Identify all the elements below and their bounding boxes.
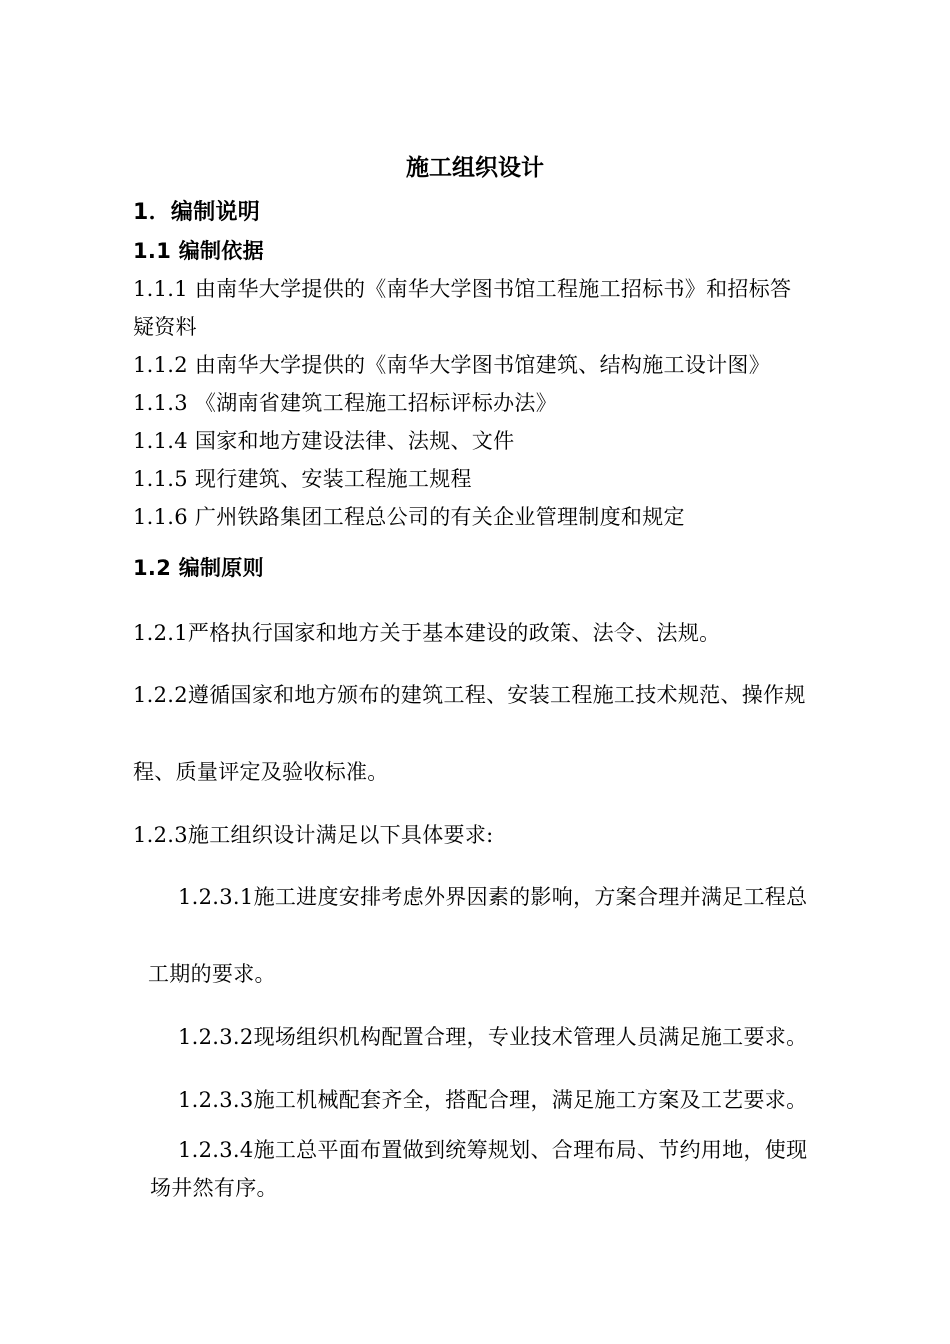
paragraph-1-1-1: 1.1.1 由南华大学提供的《南华大学图书馆工程施工招标书》和招标答 [133,277,792,301]
paragraph-1-1-3: 1.1.3 《湖南省建筑工程施工招标评标办法》 [133,391,558,415]
paragraph-1-2-3-2: 1.2.3.2现场组织机构配置合理，专业技术管理人员满足施工要求。 [178,1025,808,1049]
paragraph-1-2-2: 1.2.2遵循国家和地方颁布的建筑工程、安装工程施工技术规范、操作规 [133,683,806,707]
paragraph-1-2-3-3: 1.2.3.3施工机械配套齐全，搭配合理，满足施工方案及工艺要求。 [178,1088,808,1112]
paragraph-1-1-2: 1.1.2 由南华大学提供的《南华大学图书馆建筑、结构施工设计图》 [133,353,771,377]
paragraph-1-1-4: 1.1.4 国家和地方建设法律、法规、文件 [133,429,515,453]
paragraph-1-2-2-cont: 程、质量评定及验收标准。 [133,760,389,784]
heading-1-1: 1.1 编制依据 [133,239,264,263]
document-title: 施工组织设计 [406,155,544,181]
paragraph-1-2-3-1: 1.2.3.1施工进度安排考虑外界因素的影响，方案合理并满足工程总 [178,885,808,909]
paragraph-1-1-6: 1.1.6 广州铁路集团工程总公司的有关企业管理制度和规定 [133,505,685,529]
paragraph-1-2-1: 1.2.1严格执行国家和地方关于基本建设的政策、法令、法规。 [133,621,721,645]
paragraph-1-2-3-4-cont: 场井然有序。 [150,1176,278,1200]
paragraph-1-2-3-1-cont: 工期的要求。 [148,962,276,986]
paragraph-1-1-1-cont: 疑资料 [133,315,197,339]
heading-1-2: 1.2 编制原则 [133,556,264,580]
heading-1: 1．编制说明 [133,200,261,225]
paragraph-1-2-3-4: 1.2.3.4施工总平面布置做到统筹规划、合理布局、节约用地，使现 [178,1138,808,1162]
paragraph-1-1-5: 1.1.5 现行建筑、安装工程施工规程 [133,467,472,491]
paragraph-1-2-3: 1.2.3施工组织设计满足以下具体要求: [133,823,494,847]
